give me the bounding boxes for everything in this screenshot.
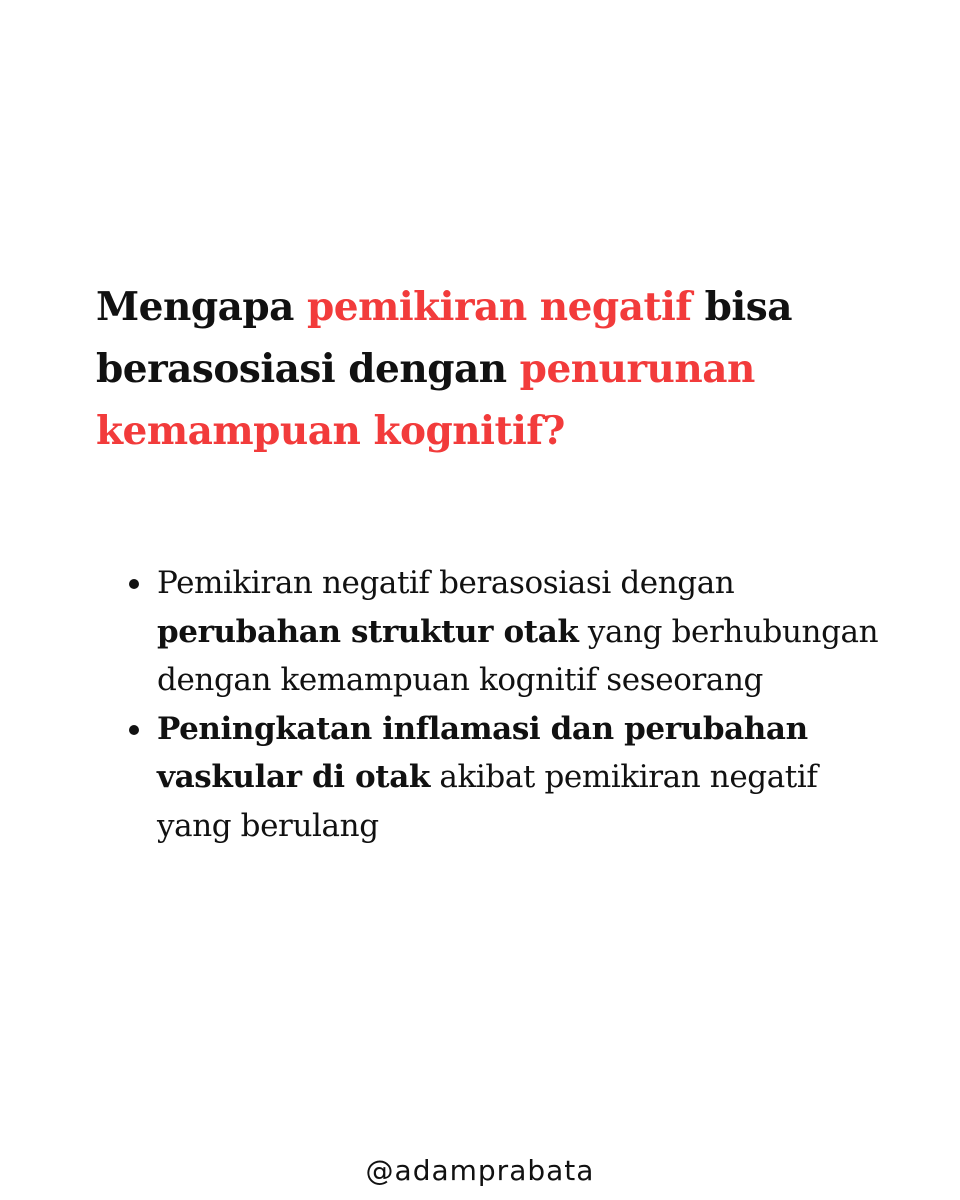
bullet-text-before: Pemikiran negatif berasosiasi dengan — [157, 565, 735, 601]
bullet-bold-text: Peningkatan inflamasi dan perubahan vaskular di otak — [157, 710, 808, 795]
page-title — [96, 276, 896, 462]
bullet-text-after: yang berhubungan dengan kemampuan kognitif seseorang — [157, 613, 879, 698]
bullet-item-brain-structure — [120, 559, 890, 705]
bullet-dot-icon — [129, 725, 139, 735]
title-highlight-negative-thinking: pemikiran negatif — [307, 284, 692, 330]
bullet-item-inflammation — [120, 705, 890, 851]
bullet-list — [120, 559, 890, 850]
bullet-text-after: akibat pemikiran negatif yang berulang — [157, 759, 818, 844]
title-highlight-cognitive-decline: penurunan kemampuan kognitif? — [96, 346, 755, 454]
author-handle: @adamprabata — [365, 1154, 595, 1187]
title-text-2: bisa berasosiasi dengan — [96, 284, 792, 392]
title-text-1: Mengapa — [96, 284, 307, 330]
bullet-dot-icon — [129, 579, 139, 589]
bullet-bold-text: perubahan struktur otak — [157, 613, 579, 650]
